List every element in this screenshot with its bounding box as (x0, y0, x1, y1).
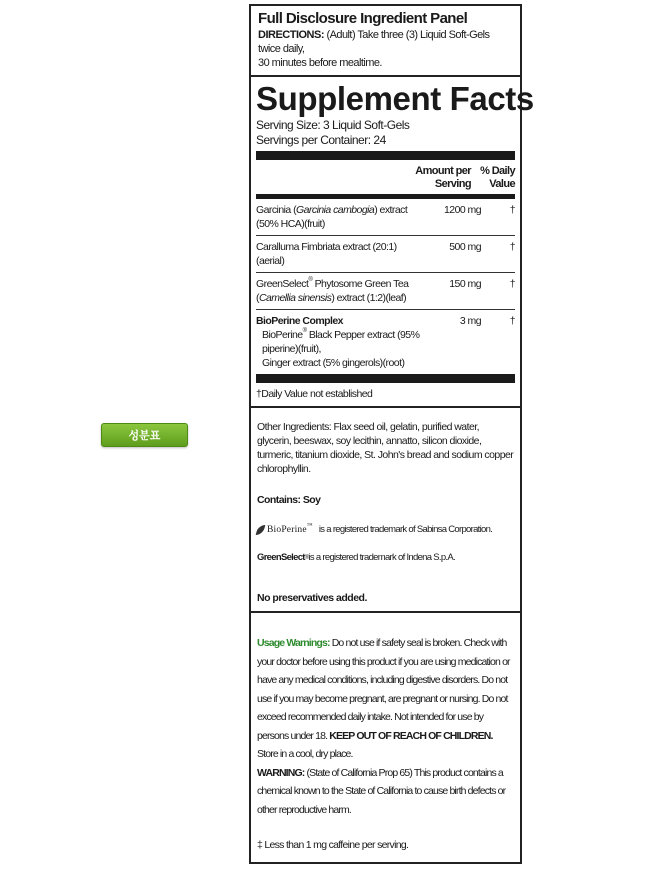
ingredient-name (256, 314, 421, 370)
registered-mark: ® (302, 328, 307, 334)
bioperine-logo (267, 523, 313, 537)
greenselect-trademark (257, 551, 514, 565)
usage-warnings-text: Do not use if safety seal is broken. Check with your doctor before using this product if you are using medication or have any medical conditions, including digestive disorders. Do not use if you may become pregnant, are pregnant or nursing. Do not exceed recommended daily intake. Not intended for use by persons under 18. (257, 637, 510, 742)
prop65-warning (257, 764, 514, 820)
ingredient-name-part: GreenSelect (256, 278, 309, 290)
greenselect-trademark-text: is a registered trademark of Indena S.p.A. (308, 552, 455, 563)
ingredient-name-part: ( (256, 292, 259, 304)
usage-warnings-section (251, 611, 520, 855)
ingredient-name-part: ) extract (1:2)(leaf) (331, 292, 407, 304)
header-amount-line2: Serving (434, 178, 471, 190)
table-row (256, 236, 515, 273)
no-preservatives: No preservatives added. (257, 592, 367, 604)
ingredient-dv: † (509, 204, 515, 216)
warning-label: WARNING: (257, 766, 305, 779)
header-amount-line1: Amount per (415, 165, 471, 177)
daily-value-footnote: †Daily Value not established (251, 383, 520, 408)
ingredient-amount: 500 mg (449, 241, 481, 253)
trademark-mark: ™ (306, 523, 313, 529)
ingredient-panel-badge[interactable]: 성분표 (101, 423, 188, 447)
full-disclosure-section (251, 6, 520, 77)
thick-divider (256, 151, 515, 160)
directions (258, 28, 513, 70)
ingredient-name-part: Garcinia ( (256, 204, 297, 216)
ingredient-dv: † (509, 278, 515, 290)
supplement-facts-section (251, 77, 534, 408)
supplement-label-panel (249, 4, 534, 864)
usage-warnings (257, 634, 514, 764)
table-row (256, 199, 515, 236)
other-ingredients: Other Ingredients: Flax seed oil, gelatin, purified water, glycerin, beeswax, soy lecithin, annatto, silicon dioxide, turmeric, titanium dioxide, St. John's bread and sodium copper chlorophyllin. (257, 421, 514, 475)
caffeine-note: ‡ Less than 1 mg caffeine per serving. (257, 839, 409, 851)
ingredient-amount: 1200 mg (443, 204, 481, 216)
usage-storage-text: Store in a cool, dry place. (257, 748, 353, 760)
subitem-part: Black Pepper extract (95% piperine)(fruit), (262, 329, 420, 355)
ingredient-name (256, 277, 421, 305)
thick-divider (256, 374, 515, 383)
header-dv-line1: % Daily (480, 165, 515, 177)
subitem-part: BioPerine (262, 329, 303, 341)
allergen-contains: Contains: Soy (257, 494, 321, 506)
bioperine-trademark (257, 523, 514, 537)
ingredient-latin-name: Garcinia cambogia (296, 204, 375, 216)
ingredient-amount: 3 mg (459, 315, 481, 327)
leaf-icon (256, 525, 266, 535)
subitem-part: Ginger extract (5% gingerols)(root) (262, 357, 405, 369)
directions-text: (Adult) Take three (3) Liquid Soft-Gels twice daily, (258, 29, 490, 55)
usage-warnings-label: Usage Warnings: (257, 637, 330, 649)
keep-out-of-reach: KEEP OUT OF REACH OF CHILDREN. (329, 729, 493, 742)
supplement-facts-title: Supplement Facts (256, 80, 534, 117)
table-row (256, 273, 515, 310)
full-disclosure-title: Full Disclosure Ingredient Panel (258, 10, 468, 27)
ingredient-amount: 150 mg (449, 278, 481, 290)
ingredient-dv: † (509, 315, 515, 327)
greenselect-brand: GreenSelect (257, 552, 305, 563)
warning-text: (State of California Prop 65) This product contains a chemical known to the State of California to cause birth defects or other reproductive harm. (257, 766, 506, 816)
registered-mark: ® (304, 555, 309, 561)
facts-header (256, 160, 515, 194)
complex-name: BioPerine Complex (256, 315, 343, 327)
servings-per-container: Servings per Container: 24 (256, 133, 386, 147)
table-row (256, 310, 515, 374)
ingredient-name: Caralluma Fimbriata extract (20:1)(aerial) (256, 241, 397, 267)
header-dv-line2: Value (489, 178, 515, 190)
header-daily-value (471, 165, 515, 191)
other-ingredients-section (251, 408, 520, 605)
ingredient-latin-name: Camellia sinensis (258, 292, 332, 304)
ingredient-dv: † (509, 241, 515, 253)
ingredient-name (256, 203, 421, 231)
ingredient-name-part: ) extract (374, 204, 408, 216)
ingredient-name-line2: (50% HCA)(fruit) (256, 218, 325, 230)
directions-text-line2: 30 minutes before mealtime. (258, 57, 382, 69)
ingredient-name-part: Phytosome Green Tea (312, 278, 409, 290)
header-amount (391, 165, 471, 191)
directions-label: DIRECTIONS: (258, 29, 324, 41)
bioperine-trademark-text: is a registered trademark of Sabinsa Corporation. (318, 524, 493, 535)
serving-size: Serving Size: 3 Liquid Soft-Gels (256, 118, 410, 132)
complex-subitem (256, 328, 421, 370)
registered-mark: ® (308, 277, 313, 283)
bioperine-logo-text: BioPerine (267, 525, 307, 535)
